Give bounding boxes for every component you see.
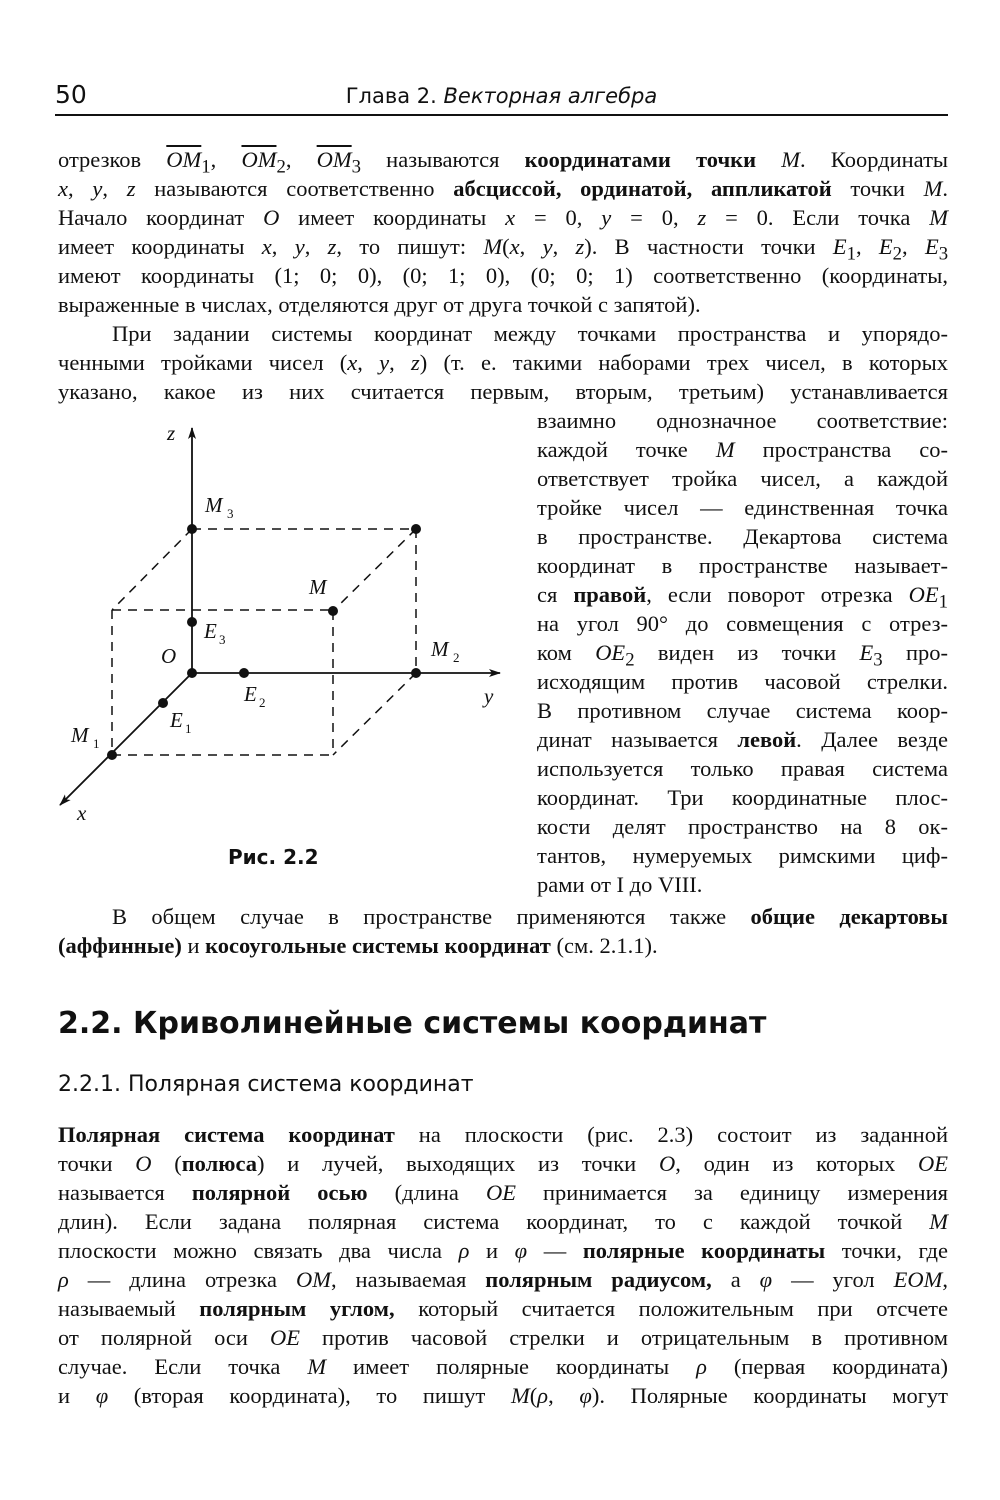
text-line: Полярная система координат на плоскости (рис. 2.3) состоит из заданной	[58, 1122, 949, 1147]
text-line: от полярной оси OE против часовой стрелки и отрицательным в противном	[58, 1325, 948, 1350]
point-E3	[187, 617, 197, 627]
term-affine: (аффинные)	[58, 933, 182, 958]
point-M3	[187, 524, 197, 534]
label-M1: M	[71, 723, 89, 747]
term-polar-axis: полярной осью	[191, 1180, 368, 1205]
subsection-heading: 2.2.1. Полярная система координат	[58, 1072, 474, 1097]
text-line: x, y, z называются соответственно абсциссой, ординатой, аппликатой точки M.	[58, 176, 948, 201]
text-line: длин). Если задана полярная система координат, то с каждой точкой M	[58, 1209, 948, 1234]
section-heading: 2.2. Криволинейные системы координат	[58, 1006, 767, 1041]
label-y: y	[484, 684, 494, 708]
text-line: В противном случае система коор-	[537, 698, 948, 723]
label-M3: M	[205, 493, 223, 517]
point-O	[187, 668, 197, 678]
text-line: каждой точке M пространства со-	[537, 437, 948, 462]
term-polar-angle: полярным углом,	[199, 1296, 395, 1321]
label-E3-sub: 3	[219, 632, 226, 647]
term-polar-system: Полярная система координат	[58, 1122, 395, 1147]
text-line: указано, какое из них считается первым, вторым, третьим) устанавливается	[58, 379, 948, 404]
text-line: называется полярной осью (длина OE принимается за единицу измерения	[58, 1180, 948, 1205]
point-M1	[107, 750, 117, 760]
point-E1	[158, 698, 168, 708]
label-E2: E	[244, 682, 257, 706]
term-abscissa: абсциссой, ординатой, аппликатой	[453, 176, 832, 201]
text-line: координат в пространстве называет-	[537, 553, 948, 578]
label-E1: E	[170, 708, 183, 732]
text-line: случае. Если точка M имеет полярные координаты ρ (первая координата)	[58, 1354, 948, 1379]
text-line: в пространстве. Декартова система	[537, 524, 948, 549]
chapter-title	[55, 84, 948, 108]
term-pole: полюса	[181, 1151, 257, 1176]
text-line: точки O (полюса) и лучей, выходящих из точки O, один из которых OE	[58, 1151, 948, 1176]
text-line: выраженные в числах, отделяются друг от друга точкой с запятой).	[58, 292, 701, 317]
figure-caption: Рис. 2.2	[228, 845, 319, 869]
page-number: 50	[55, 80, 87, 109]
label-O: O	[161, 644, 177, 668]
text-line: динат называется левой. Далее везде	[537, 727, 948, 752]
point-M2	[411, 668, 421, 678]
text-line: ком $OE_2$ виден из точки $E_3$ про-	[537, 640, 948, 671]
label-M: M	[309, 575, 327, 599]
text-line: на угол 90° до совмещения с отрез-	[537, 611, 948, 636]
label-M1-sub: 1	[93, 736, 100, 751]
term-coordinates: координатами точки	[524, 147, 757, 172]
chapter-name: Векторная алгебра	[443, 84, 658, 108]
point-M	[328, 606, 338, 616]
label-E2-sub: 2	[259, 695, 266, 710]
label-E1-sub: 1	[185, 721, 192, 736]
text-line: используется только правая система	[537, 756, 948, 781]
text-line: плоскости можно связать два числа ρ и φ — полярные координаты точки, где	[58, 1238, 948, 1263]
term-polar-coords: полярные координаты	[582, 1238, 826, 1263]
text-line: и φ (вторая координата), то пишут M(ρ, φ). Полярные координаты могут	[58, 1383, 949, 1408]
text-line: взаимно однозначное соответствие:	[537, 408, 948, 433]
term-oblique: косоугольные системы координат	[205, 933, 551, 958]
text-line: кости делят пространство на 8 ок-	[537, 814, 948, 839]
label-z: z	[167, 421, 176, 445]
text-line: ответствует тройка чисел, а каждой	[537, 466, 948, 491]
points	[107, 524, 421, 760]
figure-coordinate-system	[40, 400, 520, 880]
dashed-box	[112, 529, 416, 755]
text-line: (аффинные) и косоугольные системы координат (см. 2.1.1).	[58, 933, 658, 958]
term-right: правой	[573, 582, 647, 607]
term-left: левой	[737, 727, 797, 752]
term-polar-radius: полярным радиусом,	[485, 1267, 712, 1292]
text-line: ρ — длина отрезка OM, называемая полярным радиусом, а φ — угол EOM,	[58, 1267, 948, 1292]
axes	[60, 428, 500, 805]
text-line: В общем случае в пространстве применяются также общие декартовы	[112, 904, 948, 929]
label-E3: E	[204, 619, 217, 643]
term-general-cartesian: общие декартовы	[750, 904, 948, 929]
text-line: тройке чисел — единственная точка	[537, 495, 948, 520]
text-line: координат. Три координатные плос-	[537, 785, 948, 810]
label-M3-sub: 3	[227, 506, 234, 521]
label-x: x	[77, 801, 87, 825]
label-M2-sub: 2	[453, 650, 460, 665]
point-E2	[239, 668, 249, 678]
chapter-number: Глава 2.	[345, 84, 437, 108]
point-corner	[411, 524, 421, 534]
text-line: При задании системы координат между точками пространства и упорядо-	[112, 321, 948, 346]
figure-labels	[70, 421, 494, 825]
text-line: исходящим против часовой стрелки.	[537, 669, 948, 694]
text-line: имеет координаты x, y, z, то пишут: M(x, y, z). В частности точки $E_1$, $E_2$, $E_3$	[58, 234, 949, 265]
text-line: Начало координат O имеет координаты x = 0, y = 0, z = 0. Если точка M	[58, 205, 948, 230]
text-line: ся правой, если поворот отрезка $OE_1$	[537, 582, 949, 613]
text-line: отрезков $\overline{OM}_1$, $\overline{OM}_2$, $\overline{OM}_3$ называются координатами точки M. Координаты	[58, 147, 949, 178]
running-header	[55, 80, 948, 116]
text-line: имеют координаты (1; 0; 0), (0; 1; 0), (0; 0; 1) соответственно (координаты,	[58, 263, 948, 288]
text-line: ченными тройками чисел (x, y, z) (т. е. такими наборами трех чисел, в которых	[58, 350, 949, 375]
text-line: тантов, нумеруемых римскими циф-	[537, 843, 948, 868]
label-M2: M	[431, 637, 449, 661]
text-line: называемый полярным углом, который считается положительным при отсчете	[58, 1296, 948, 1321]
text-line: рами от I до VIII.	[537, 872, 703, 897]
